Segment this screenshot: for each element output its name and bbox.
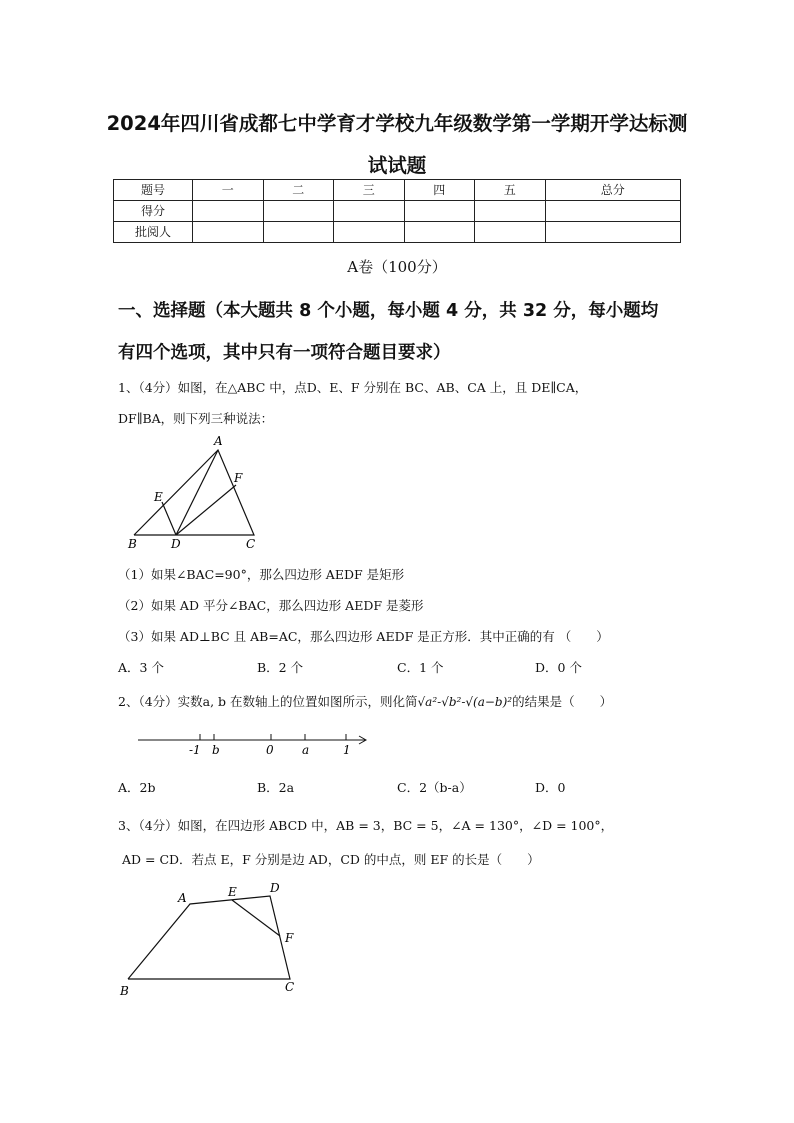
triangle-abc — [134, 450, 254, 535]
score-cell — [404, 201, 475, 222]
q2-number-line — [134, 728, 374, 760]
header-cell: 五 — [475, 180, 546, 201]
q2-option-b: B．2a — [257, 780, 295, 795]
page-title-line2: 试试题 — [367, 154, 427, 177]
q3-quadrilateral-figure — [112, 878, 312, 1000]
label-e: E — [228, 885, 237, 899]
q2-option-a: A．2b — [118, 780, 156, 795]
reviewer-row — [114, 222, 681, 243]
header-cell: 题号 — [114, 180, 193, 201]
q1-statement-3: （3）如果 AD⊥BC 且 AB=AC，那么四边形 AEDF 是正方形．其中正确的有 （ ） — [118, 629, 609, 644]
segment-de — [162, 502, 176, 535]
score-cell — [263, 201, 334, 222]
q1-option-c: C．1 个 — [397, 660, 444, 675]
label-minus-one: -1 — [189, 743, 201, 757]
segment-ad — [176, 450, 218, 535]
label-f: F — [234, 471, 243, 485]
label-d: D — [270, 881, 280, 895]
score-table-header-row — [114, 180, 681, 201]
row-label: 得分 — [114, 201, 193, 222]
q1-option-a: A．3 个 — [118, 660, 164, 675]
score-row — [114, 201, 681, 222]
q2-option-c: C．2（b-a） — [397, 780, 472, 795]
q1-option-d: D．0 个 — [535, 660, 582, 675]
q1-option-b: B．2 个 — [257, 660, 304, 675]
label-d: D — [171, 537, 181, 551]
label-f: F — [285, 931, 294, 945]
label-b: b — [212, 743, 220, 757]
q3-stem-line2: AD = CD．若点 E，F 分别是边 AD，CD 的中点，则 EF 的长是（ ） — [122, 852, 540, 867]
label-c: C — [246, 537, 256, 551]
reviewer-cell — [193, 222, 264, 243]
header-cell: 二 — [263, 180, 334, 201]
header-cell: 总分 — [545, 180, 681, 201]
page-title-line1: 2024年四川省成都七中学育才学校九年级数学第一学期开学达标测 — [106, 112, 688, 135]
label-a: A — [214, 434, 223, 448]
segment-df — [176, 485, 236, 535]
label-zero: 0 — [266, 743, 274, 757]
score-table — [113, 179, 681, 243]
q2-stem-pre: 2、（4分）实数a, b 在数轴上的位置如图所示，则化简 — [118, 694, 418, 709]
score-cell — [193, 201, 264, 222]
q1-stem-line2: DF∥BA，则下列三种说法： — [118, 411, 274, 426]
quadrilateral-abcd — [128, 896, 290, 979]
reviewer-cell — [334, 222, 405, 243]
label-b: B — [120, 984, 129, 998]
reviewer-cell — [404, 222, 475, 243]
q2-stem — [118, 692, 612, 710]
label-e: E — [154, 490, 163, 504]
q1-statement-1: （1）如果∠BAC=90°，那么四边形 AEDF 是矩形 — [118, 567, 405, 582]
q2-radical-expression: √a²-√b²-√(a−b)² — [417, 695, 513, 709]
q1-triangle-figure — [120, 430, 270, 555]
label-b: B — [128, 537, 137, 551]
reviewer-cell — [545, 222, 681, 243]
row-label: 批阅人 — [114, 222, 193, 243]
label-c: C — [285, 980, 295, 994]
q3-stem-line1: 3、（4分）如图，在四边形 ABCD 中，AB = 3，BC = 5，∠A = 130°，∠D = 100°， — [118, 818, 614, 833]
score-cell — [545, 201, 681, 222]
part-heading-line2: 有四个选项，其中只有一项符合题目要求） — [118, 343, 451, 363]
reviewer-cell — [475, 222, 546, 243]
header-cell: 四 — [404, 180, 475, 201]
label-a: a — [302, 743, 310, 757]
header-cell: 三 — [334, 180, 405, 201]
part-heading-line1: 一、选择题（本大题共 8 个小题，每小题 4 分，共 32 分，每小题均 — [118, 301, 659, 321]
reviewer-cell — [263, 222, 334, 243]
score-cell — [475, 201, 546, 222]
header-cell: 一 — [193, 180, 264, 201]
q1-stem-line1: 1、（4分）如图，在△ABC 中，点D、E、F 分别在 BC、AB、CA 上，且 DE∥CA， — [118, 380, 588, 395]
q2-option-d: D．0 — [535, 780, 566, 795]
score-cell — [334, 201, 405, 222]
label-a: A — [178, 891, 187, 905]
q2-stem-post: 的结果是（ ） — [512, 694, 613, 709]
q1-statement-2: （2）如果 AD 平分∠BAC，那么四边形 AEDF 是菱形 — [118, 598, 424, 613]
section-heading: A卷（100分） — [347, 258, 447, 276]
label-one: 1 — [343, 743, 351, 757]
